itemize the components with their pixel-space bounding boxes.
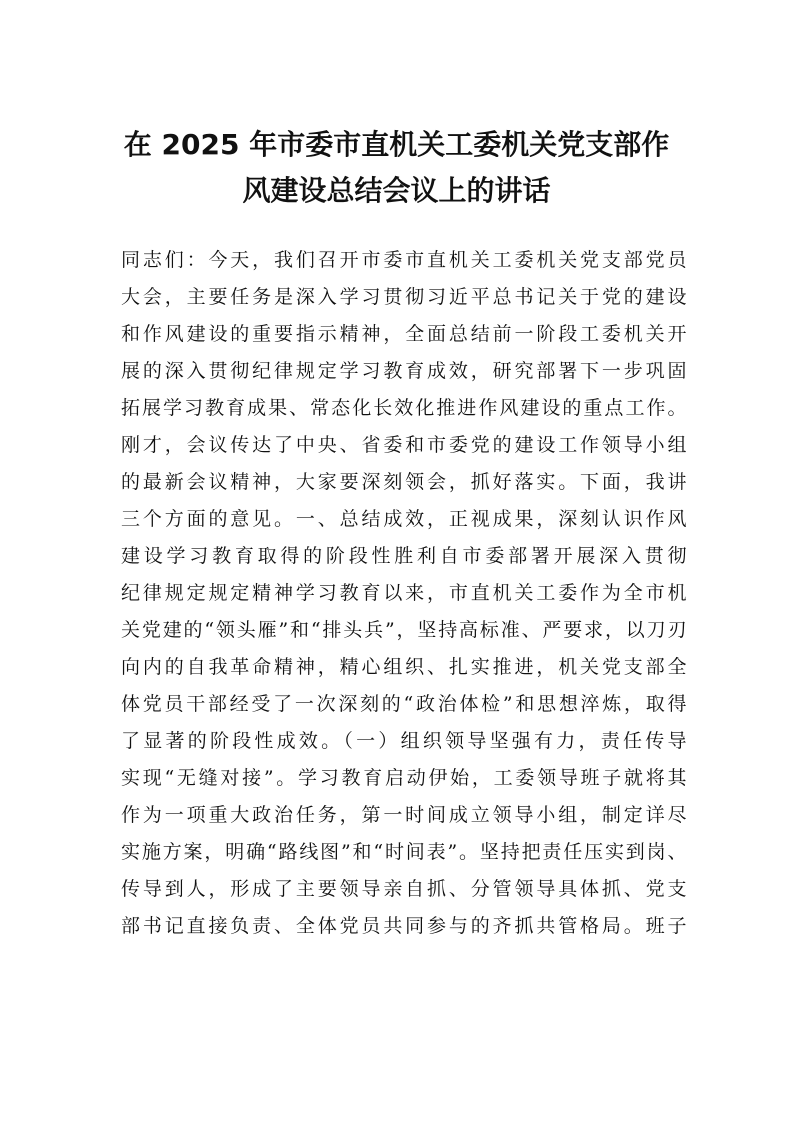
- body-line: 作为一项重大政治任务，第一时间成立领导小组，制定详尽: [121, 804, 687, 826]
- document-title: [0, 122, 793, 214]
- body-line: 体党员干部经受了一次深刻的“政治体检”和思想淬炼，取得: [121, 693, 687, 715]
- title-line: 在 2025 年市委市直机关工委机关党支部作: [123, 128, 670, 161]
- body-line: 和作风建设的重要指示精神，全面总结前一阶段工委机关开: [121, 323, 687, 345]
- body-line: 了显著的阶段性成效。（一）组织领导坚强有力，责任传导: [121, 730, 687, 752]
- body-line: 关党建的“领头雁”和“排头兵”，坚持高标准、严要求，以刀刃: [121, 619, 687, 641]
- body-line: 刚才，会议传达了中央、省委和市委党的建设工作领导小组: [121, 434, 687, 456]
- body-line: 展的深入贯彻纪律规定学习教育成效，研究部署下一步巩固: [121, 360, 687, 382]
- body-line: 三个方面的意见。一、总结成效，正视成果，深刻认识作风: [121, 508, 687, 530]
- body-line: 部书记直接负责、全体党员共同参与的齐抓共管格局。班子: [121, 915, 687, 937]
- title-line: 风建设总结会议上的讲话: [242, 174, 551, 207]
- body-line: 传导到人，形成了主要领导亲自抓、分管领导具体抓、党支: [121, 878, 687, 900]
- body-line: 拓展学习教育成果、常态化长效化推进作风建设的重点工作。: [121, 397, 687, 419]
- body-line: 纪律规定规定精神学习教育以来，市直机关工委作为全市机: [121, 582, 687, 604]
- body-line: 向内的自我革命精神，精心组织、扎实推进，机关党支部全: [121, 656, 687, 678]
- body-line: 大会，主要任务是深入学习贯彻习近平总书记关于党的建设: [121, 286, 687, 308]
- document-body: [121, 242, 687, 945]
- body-line: 实施方案，明确“路线图”和“时间表”。坚持把责任压实到岗、: [121, 841, 687, 863]
- body-line: 同志们：今天，我们召开市委市直机关工委机关党支部党员: [121, 249, 687, 271]
- body-line: 建设学习教育取得的阶段性胜利自市委部署开展深入贯彻: [121, 545, 687, 567]
- body-line: 的最新会议精神，大家要深刻领会，抓好落实。下面，我讲: [121, 471, 687, 493]
- body-line: 实现“无缝对接”。学习教育启动伊始，工委领导班子就将其: [121, 767, 687, 789]
